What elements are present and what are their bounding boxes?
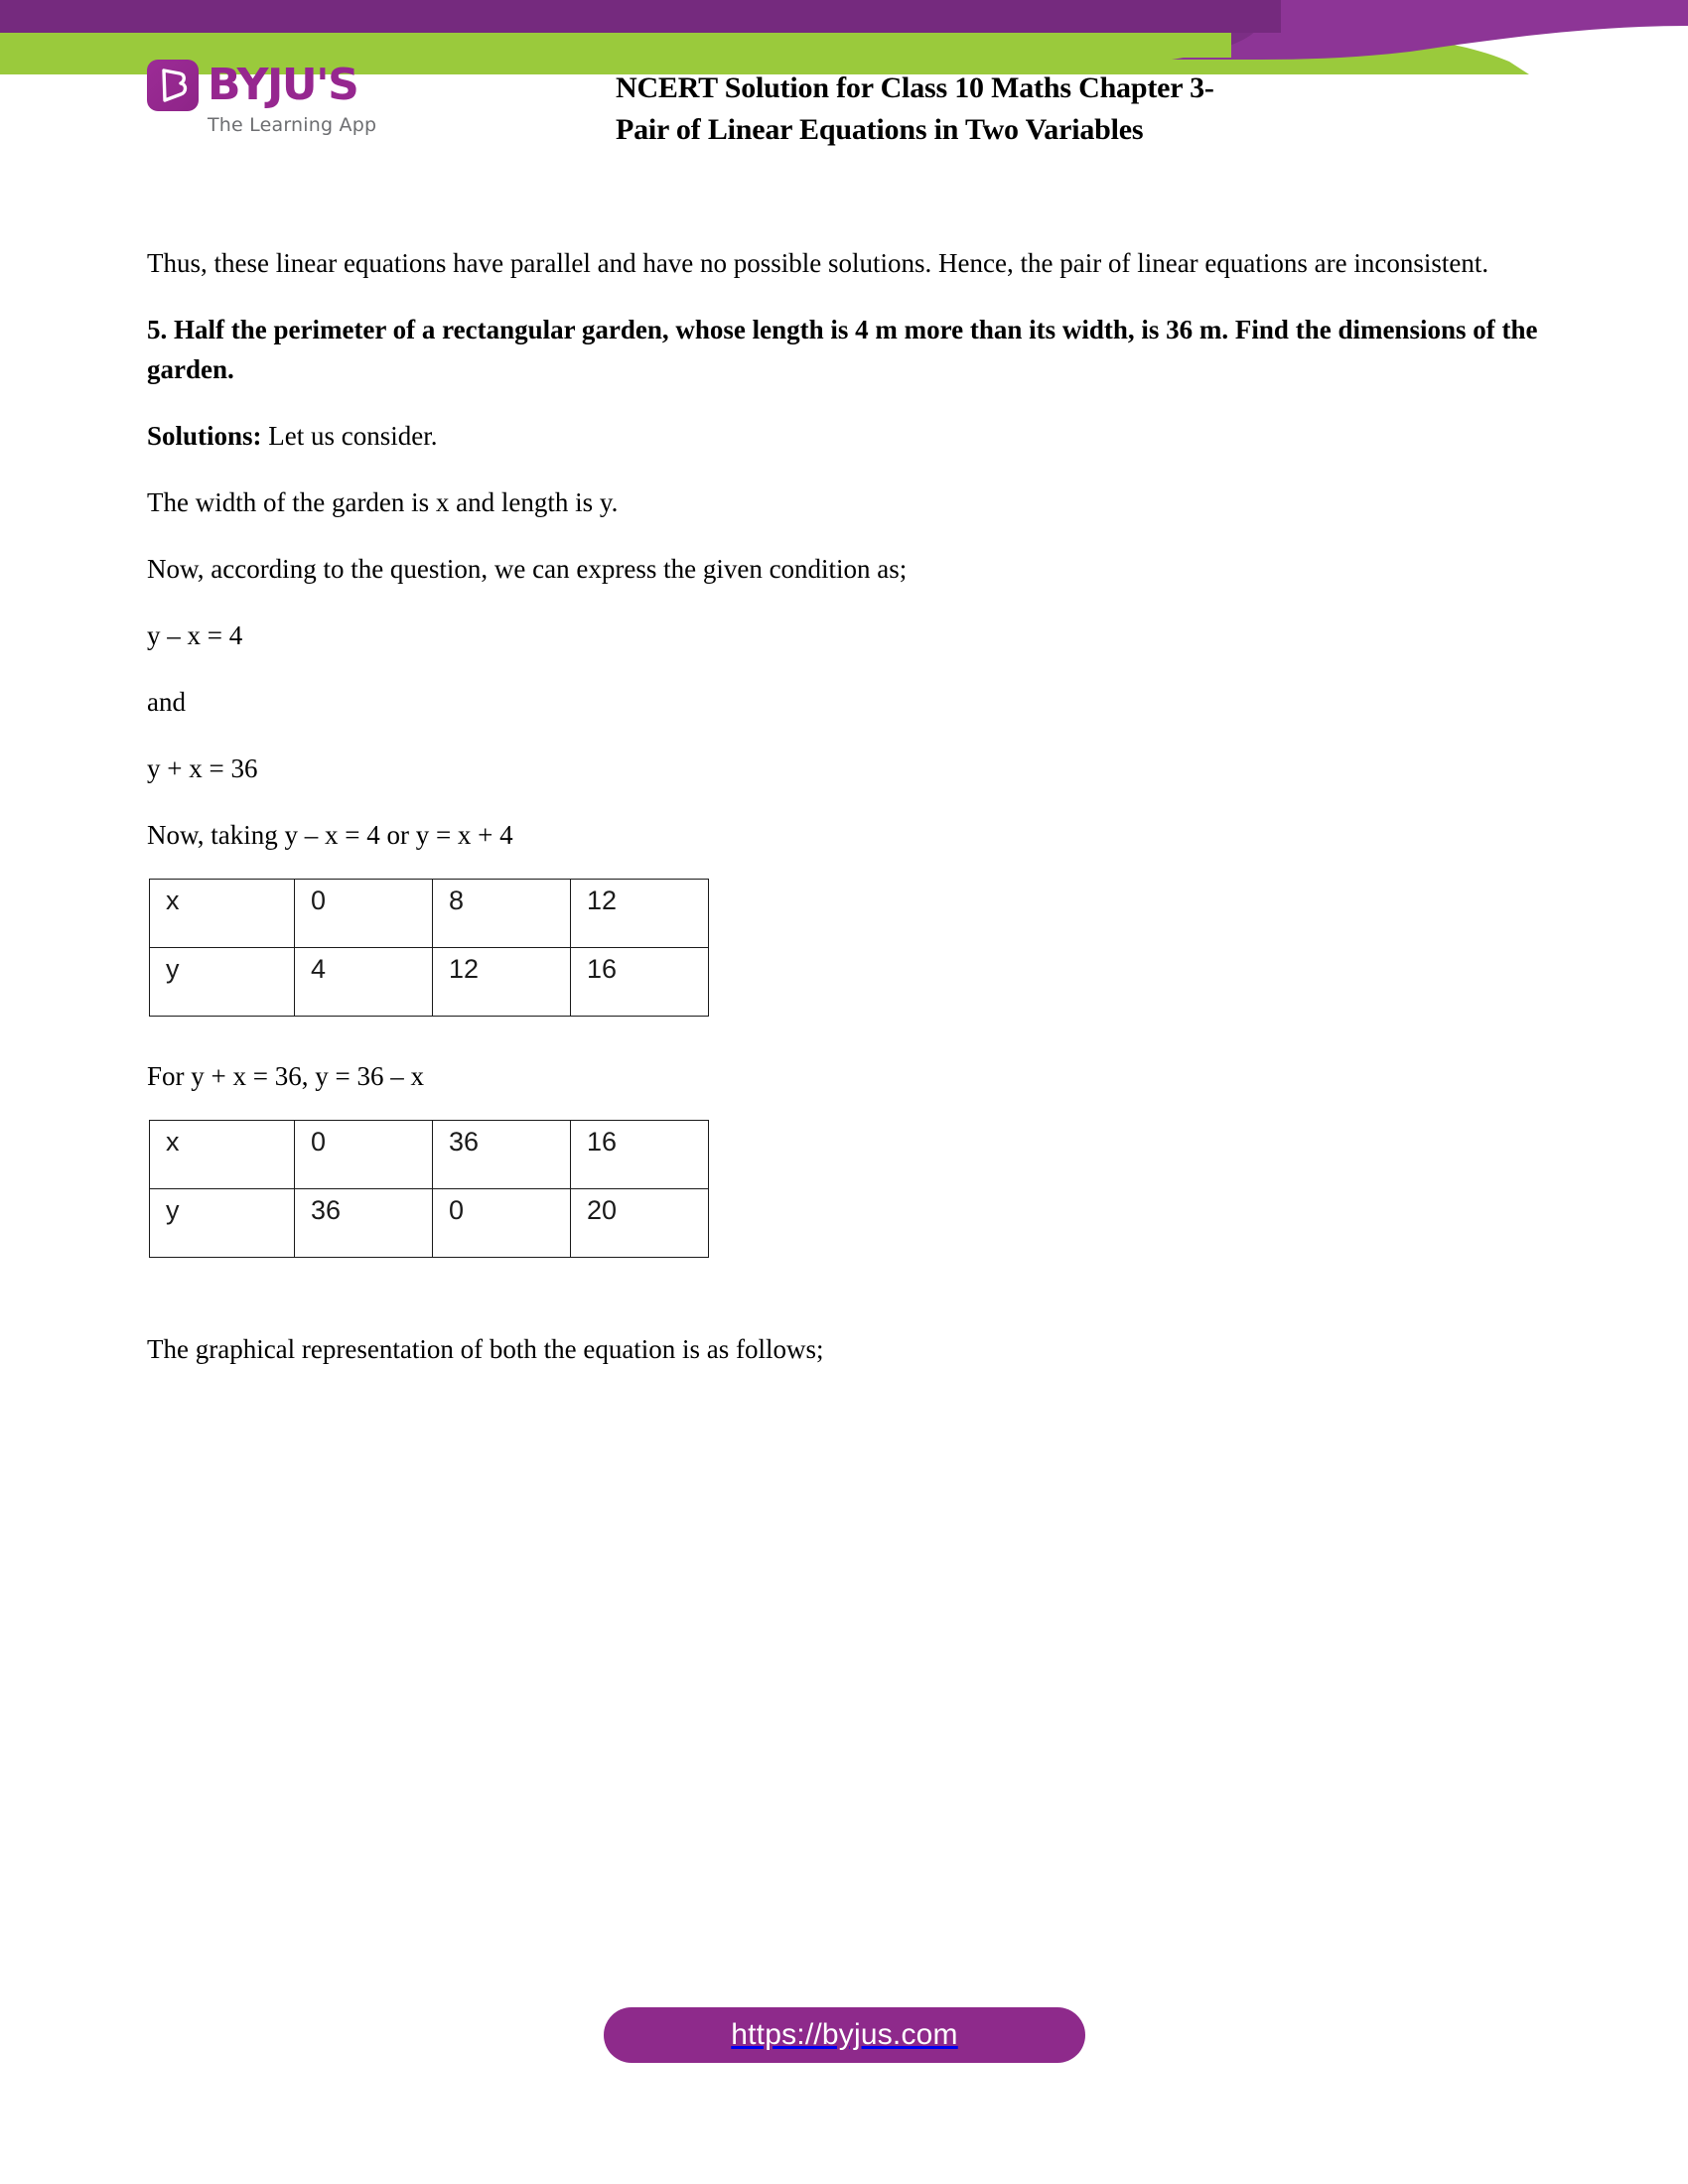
paragraph-assume-variables: The width of the garden is x and length is y. <box>147 487 619 517</box>
solutions-text: Let us consider. <box>261 421 438 451</box>
solutions-label: Solutions: <box>147 421 262 451</box>
table2-row1-cell2: 36 <box>433 1121 571 1189</box>
footer-website-link[interactable] <box>604 2007 1085 2063</box>
byjus-logo <box>147 60 376 136</box>
page-title-line-1: NCERT Solution for Class 10 Maths Chapter 3- <box>616 71 1214 104</box>
table-1-caption: Now, taking y – x = 4 or y = x + 4 <box>147 820 513 850</box>
document-content <box>147 243 1547 1396</box>
byjus-b-logo-icon <box>147 60 199 111</box>
paragraph-graphical-representation: The graphical representation of both the equation is as follows; <box>147 1334 824 1364</box>
table-2-wrapper <box>147 1120 1547 1258</box>
table1-row1-cell3: 12 <box>571 880 709 948</box>
table-1-wrapper <box>147 879 1547 1017</box>
table-row <box>150 1121 709 1189</box>
spacer-after-table-2 <box>147 1274 1547 1329</box>
page-title <box>616 68 1410 151</box>
table1-row2-label: y <box>150 948 295 1017</box>
question-5: 5. Half the perimeter of a rectangular garden, whose length is 4 m more than its width, is 36 m. Find the dimensions of the garden. <box>147 315 1538 384</box>
table-2-caption: For y + x = 36, y = 36 – x <box>147 1061 424 1091</box>
banner-purple-base <box>0 0 1281 33</box>
table1-row1-cell2: 8 <box>433 880 571 948</box>
logo-row <box>147 60 357 111</box>
table-row <box>150 1189 709 1258</box>
values-table-2 <box>149 1120 709 1258</box>
table2-row2-cell2: 0 <box>433 1189 571 1258</box>
table1-row2-cell3: 16 <box>571 948 709 1017</box>
table-row <box>150 948 709 1017</box>
table2-row1-label: x <box>150 1121 295 1189</box>
and-connector: and <box>147 687 186 717</box>
banner-green-base <box>0 33 1231 58</box>
table2-row1-cell3: 16 <box>571 1121 709 1189</box>
spacer-after-table-1 <box>147 1032 1547 1056</box>
table1-row2-cell2: 12 <box>433 948 571 1017</box>
table1-row2-cell1: 4 <box>295 948 433 1017</box>
table2-row2-cell3: 20 <box>571 1189 709 1258</box>
table-row <box>150 880 709 948</box>
paragraph-inconsistent: Thus, these linear equations have parallel and have no possible solutions. Hence, the pair of linear equations are inconsistent. <box>147 248 1489 278</box>
logo-tagline: The Learning App <box>208 114 377 136</box>
paragraph-condition: Now, according to the question, we can express the given condition as; <box>147 554 908 584</box>
logo-wordmark: BYJU'S <box>208 60 358 110</box>
page-header <box>0 60 1688 179</box>
footer-website-url: https://byjus.com <box>731 2018 958 2051</box>
solutions-line <box>147 416 1547 456</box>
equation-2: y + x = 36 <box>147 753 258 783</box>
table1-row1-cell1: 0 <box>295 880 433 948</box>
table1-row1-label: x <box>150 880 295 948</box>
table2-row2-label: y <box>150 1189 295 1258</box>
page-title-line-2: Pair of Linear Equations in Two Variables <box>616 113 1144 146</box>
values-table-1 <box>149 879 709 1017</box>
equation-1: y – x = 4 <box>147 620 243 650</box>
table2-row2-cell1: 36 <box>295 1189 433 1258</box>
table2-row1-cell1: 0 <box>295 1121 433 1189</box>
